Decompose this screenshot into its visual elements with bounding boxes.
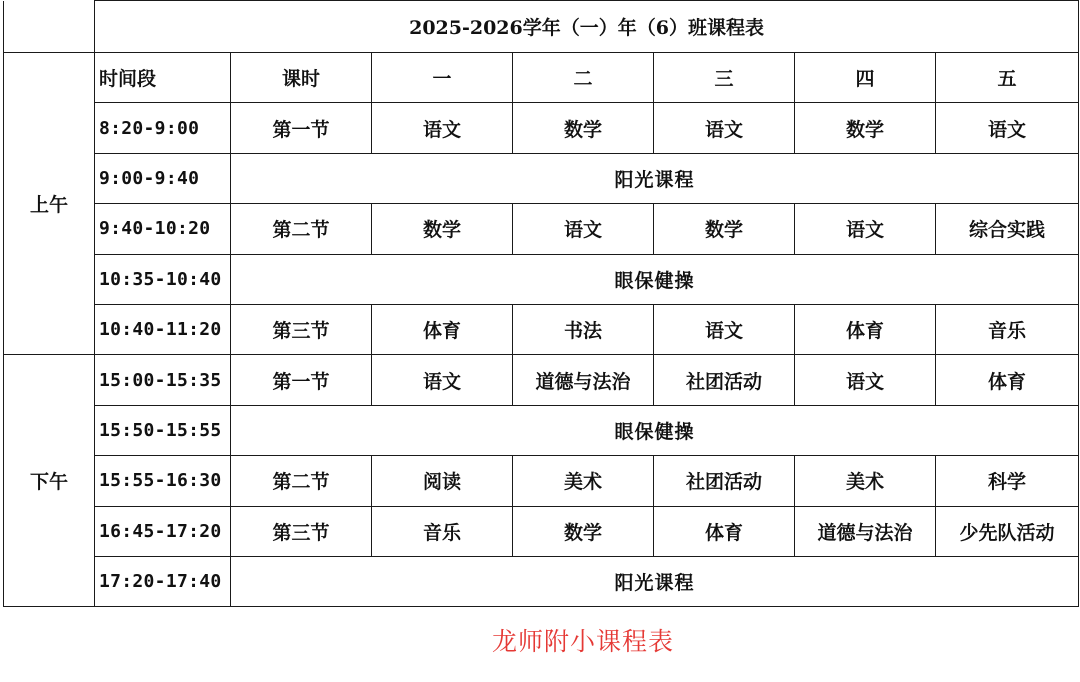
lesson-cell: 第三节 <box>231 304 372 354</box>
time-cell: 8:20-9:00 <box>95 103 231 153</box>
header-day-3: 三 <box>654 53 795 103</box>
subject-cell: 少先队活动 <box>936 506 1079 556</box>
header-day-2: 二 <box>513 53 654 103</box>
activity-cell: 眼保健操 <box>231 254 1079 304</box>
table-row <box>4 456 1079 506</box>
table-row <box>4 304 1079 354</box>
subject-cell: 语文 <box>654 103 795 153</box>
subject-cell: 数学 <box>654 204 795 254</box>
time-cell: 10:35-10:40 <box>95 254 231 304</box>
subject-cell: 数学 <box>513 103 654 153</box>
activity-cell: 阳光课程 <box>231 153 1079 203</box>
table-row <box>4 556 1079 606</box>
time-cell: 9:00-9:40 <box>95 153 231 203</box>
header-row <box>4 53 1079 103</box>
time-cell: 15:55-16:30 <box>95 456 231 506</box>
lesson-cell: 第二节 <box>231 456 372 506</box>
subject-cell: 美术 <box>513 456 654 506</box>
subject-cell: 语文 <box>372 355 513 405</box>
subject-cell: 音乐 <box>372 506 513 556</box>
subject-cell: 美术 <box>795 456 936 506</box>
header-day-1: 一 <box>372 53 513 103</box>
table-row <box>4 506 1079 556</box>
lesson-cell: 第三节 <box>231 506 372 556</box>
time-cell: 17:20-17:40 <box>95 556 231 606</box>
time-cell: 15:50-15:55 <box>95 405 231 455</box>
time-cell: 9:40-10:20 <box>95 204 231 254</box>
caption: 龙师附小课程表 <box>491 627 674 656</box>
subject-cell: 道德与法治 <box>513 355 654 405</box>
table-row <box>4 153 1079 203</box>
subject-cell: 数学 <box>372 204 513 254</box>
time-cell: 10:40-11:20 <box>95 304 231 354</box>
subject-cell: 数学 <box>513 506 654 556</box>
subject-cell: 语文 <box>513 204 654 254</box>
subject-cell: 语文 <box>372 103 513 153</box>
subject-cell: 体育 <box>795 304 936 354</box>
time-cell: 15:00-15:35 <box>95 355 231 405</box>
subject-cell: 语文 <box>795 355 936 405</box>
header-time: 时间段 <box>95 53 231 103</box>
table-row <box>4 254 1079 304</box>
table-row <box>4 103 1079 153</box>
subject-cell: 道德与法治 <box>795 506 936 556</box>
lesson-cell: 第一节 <box>231 103 372 153</box>
table-row <box>4 355 1079 405</box>
subject-cell: 数学 <box>795 103 936 153</box>
lesson-cell: 第一节 <box>231 355 372 405</box>
header-day-5: 五 <box>936 53 1079 103</box>
table-row <box>4 204 1079 254</box>
time-cell: 16:45-17:20 <box>95 506 231 556</box>
subject-cell: 语文 <box>654 304 795 354</box>
header-lesson: 课时 <box>231 53 372 103</box>
subject-cell: 书法 <box>513 304 654 354</box>
morning-label: 上午 <box>4 53 95 355</box>
title-row <box>4 1 1079 53</box>
header-day-4: 四 <box>795 53 936 103</box>
subject-cell: 音乐 <box>936 304 1079 354</box>
subject-cell: 社团活动 <box>654 355 795 405</box>
activity-cell: 阳光课程 <box>231 556 1079 606</box>
table-title: 2025-2026学年（一）年（6）班课程表 <box>95 1 1079 53</box>
corner-cell <box>4 1 95 53</box>
activity-cell: 眼保健操 <box>231 405 1079 455</box>
afternoon-label: 下午 <box>4 355 95 607</box>
subject-cell: 综合实践 <box>936 204 1079 254</box>
table-row <box>4 405 1079 455</box>
subject-cell: 科学 <box>936 456 1079 506</box>
subject-cell: 语文 <box>936 103 1079 153</box>
subject-cell: 体育 <box>372 304 513 354</box>
subject-cell: 社团活动 <box>654 456 795 506</box>
subject-cell: 体育 <box>936 355 1079 405</box>
subject-cell: 语文 <box>795 204 936 254</box>
subject-cell: 阅读 <box>372 456 513 506</box>
subject-cell: 体育 <box>654 506 795 556</box>
lesson-cell: 第二节 <box>231 204 372 254</box>
timetable <box>3 0 1079 607</box>
